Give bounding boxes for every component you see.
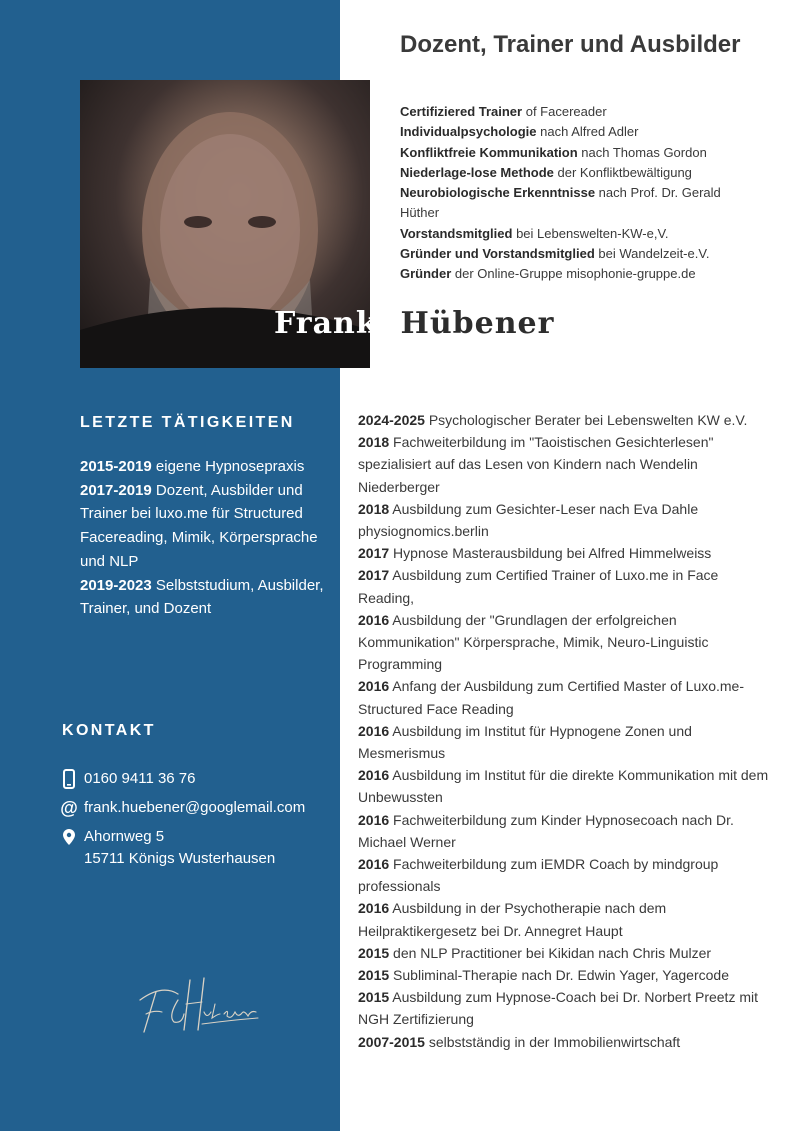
signature (132, 970, 262, 1040)
address-city: 15711 Königs Wusterhausen (84, 850, 276, 867)
phone-number[interactable]: 0160 9411 36 76 (84, 770, 196, 787)
contact-phone-row (60, 768, 335, 790)
timeline-item: 2007-2015 selbstständig in der Immobilienwirtschaft (358, 1033, 681, 1050)
page-title: Dozent, Trainer und Ausbilder (400, 31, 741, 58)
activity-item: 2019-2023 Selbststudium, Ausbilder, Trainer, und Dozent (80, 576, 324, 618)
timeline-list (358, 409, 778, 1053)
timeline-item: 2016 Ausbildung in der Psychotherapie nach dem Heilpraktikergesetz bei Dr. Annegret Haupt (358, 900, 667, 939)
qualification-item: Niederlage-lose Methode der Konfliktbewältigung (400, 164, 692, 180)
first-name: Frank (274, 306, 378, 341)
timeline-item: 2017 Hypnose Masterausbildung bei Alfred Himmelweiss (358, 545, 712, 562)
activity-item: 2017-2019 Dozent, Ausbilder und Trainer bei luxo.me für Structured Facereading, Mimik, Körpersprache und NLP (80, 481, 318, 570)
qualification-item: Gründer der Online-Gruppe misophonie-gruppe.de (400, 266, 696, 282)
timeline-item: 2016 Ausbildung im Institut für die direkte Kommunikation mit dem Unbewussten (358, 767, 769, 806)
qualification-item: Konfliktfreie Kommunikation nach Thomas Gordon (400, 144, 707, 160)
qualification-item: Neurobiologische Erkenntnisse nach Prof. Dr. Gerald Hüther (400, 185, 721, 221)
qualification-item: Individualpsychologie nach Alfred Adler (400, 124, 639, 140)
timeline-item: 2017 Ausbildung zum Certified Trainer of Luxo.me in Face Reading, (358, 567, 719, 606)
timeline-item: 2018 Ausbildung zum Gesichter-Leser nach Eva Dahle physiognomics.berlin (358, 500, 699, 540)
activity-item: 2015-2019 eigene Hypnosepraxis (80, 458, 305, 475)
address-street: Ahornweg 5 (84, 828, 165, 845)
timeline-item: 2015 Ausbildung zum Hypnose-Coach bei Dr. Norbert Preetz mit NGH Zertifizierung (358, 989, 758, 1028)
last-name: Hübener (400, 306, 555, 341)
timeline-item: 2018 Fachweiterbildung im "Taoistischen Gesichterlesen" spezialisiert auf das Lesen von Kindern nach Wendelin Niederberger (358, 434, 714, 495)
qualification-item: Gründer und Vorstandsmitglied bei Wandelzeit-e.V. (400, 246, 710, 262)
address (84, 826, 275, 870)
timeline-item: 2016 Ausbildung der "Grundlagen der erfolgreichen Kommunikation" Körpersprache, Mimik, Neuro-Linguistic Programming (358, 611, 709, 673)
timeline-item: 2015 Subliminal-Therapie nach Dr. Edwin Yager, Yagercode (358, 967, 729, 984)
contact-email-row (60, 797, 335, 819)
phone-icon (60, 768, 78, 790)
at-icon: @ (60, 798, 78, 818)
timeline-item: 2016 Anfang der Ausbildung zum Certified Master of Luxo.me- Structured Face Reading (358, 678, 745, 717)
contact-block (60, 768, 335, 877)
qualification-item: Certifiziered Trainer of Facereader (400, 104, 607, 119)
location-pin-icon (60, 826, 78, 848)
timeline-item: 2016 Ausbildung im Institut für Hypnogene Zonen und Mesmerismus (358, 722, 692, 762)
timeline-item: 2024-2025 Psychologischer Berater bei Lebenswelten KW e.V. (358, 412, 748, 428)
timeline-item: 2016 Fachweiterbildung zum Kinder Hypnosecoach nach Dr. Michael Werner (358, 811, 734, 850)
timeline-item: 2016 Fachweiterbildung zum iEMDR Coach by mindgroup professionals (358, 856, 719, 895)
contact-address-row (60, 826, 335, 870)
activities-heading: LETZTE TÄTIGKEITEN (80, 414, 295, 431)
email-address[interactable]: frank.huebener@googlemail.com (84, 799, 306, 816)
qualifications-list (400, 102, 760, 285)
timeline-item: 2015 den NLP Practitioner bei Kikidan nach Chris Mulzer (358, 944, 712, 961)
contact-heading: KONTAKT (62, 722, 156, 739)
activities-list (80, 455, 325, 621)
person-name (274, 306, 554, 341)
qualification-item: Vorstandsmitglied bei Lebenswelten-KW-e,V. (400, 225, 669, 241)
